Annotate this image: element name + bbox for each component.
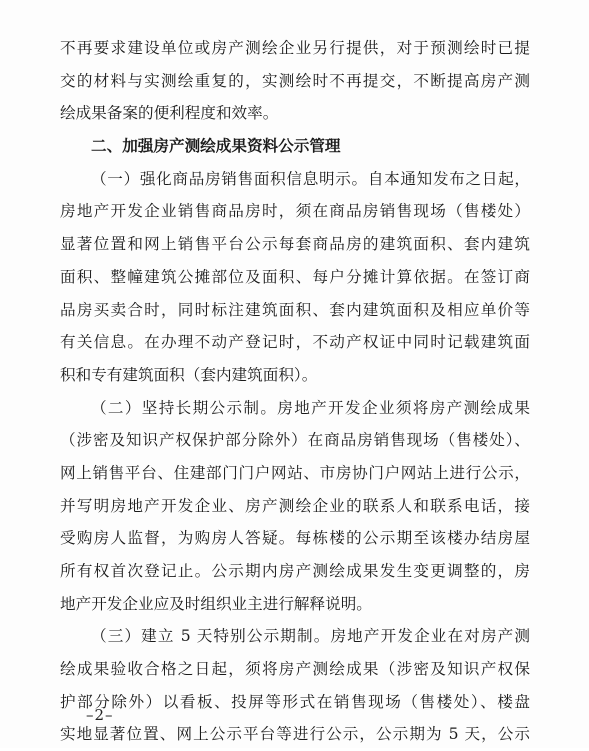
text-line: 地产开发企业应及时组织业主进行解释说明。 <box>60 594 372 613</box>
section-heading: 二、加强房产测绘成果资料公示管理 <box>91 137 341 156</box>
text-line: （一）强化商品房销售面积信息明示。自本通知发布之日起， <box>91 169 530 188</box>
document-body <box>60 32 530 751</box>
text-line: 网上销售平台、住建部门门户网站、市房协门户网站上进行公示， <box>60 463 530 482</box>
text-line: 受购房人监督，为购房人答疑。每栋楼的公示期至该楼办结房屋 <box>60 529 530 548</box>
text-line: 面积、整幢建筑公摊部位及面积、每户分摊计算依据。在签订商 <box>60 267 530 286</box>
text-line: （二）坚持长期公示制。房地产开发企业须将房产测绘成果 <box>91 398 530 417</box>
text-line: 显著位置和网上销售平台公示每套商品房的建筑面积、套内建筑 <box>60 235 530 254</box>
text-line: 绘成果验收合格之日起，须将房产测绘成果（涉密及知识产权保 <box>60 660 530 679</box>
text-line: 房地产开发企业销售商品房时，须在商品房销售现场（售楼处） <box>60 202 530 221</box>
text-line: 有关信息。在办理不动产登记时，不动产权证中同时记载建筑面 <box>60 333 530 352</box>
text-line: （三）建立 5 天特别公示期制。房地产开发企业在对房产测 <box>91 627 530 646</box>
page-number: –2– <box>86 706 114 724</box>
text-line: 并写明房地产开发企业、房产测绘企业的联系人和联系电话，接 <box>60 496 530 515</box>
text-line: 所有权首次登记止。公示期内房产测绘成果发生变更调整的，房 <box>60 562 530 580</box>
text-line: 交的材料与实测绘重复的，实测绘时不再提交，不断提高房产测 <box>60 71 530 90</box>
text-line: 绘成果备案的便利程度和效率。 <box>60 104 279 123</box>
text-line: 品房买卖合时，同时标注建筑面积、套内建筑面积及相应单价等 <box>60 300 530 319</box>
text-line: （涉密及知识产权保护部分除外）在商品房销售现场（售楼处）、 <box>60 431 530 450</box>
text-line: 积和专有建筑面积（套内建筑面积）。 <box>60 365 318 384</box>
text-line: 实地显著位置、网上公示平台等进行公示，公示期为 5 天，公示 <box>60 725 530 744</box>
text-line: 护部分除外）以看板、投屏等形式在销售现场（售楼处）、楼盘 <box>60 692 530 711</box>
text-line: 不再要求建设单位或房产测绘企业另行提供，对于预测绘时已提 <box>60 39 530 57</box>
